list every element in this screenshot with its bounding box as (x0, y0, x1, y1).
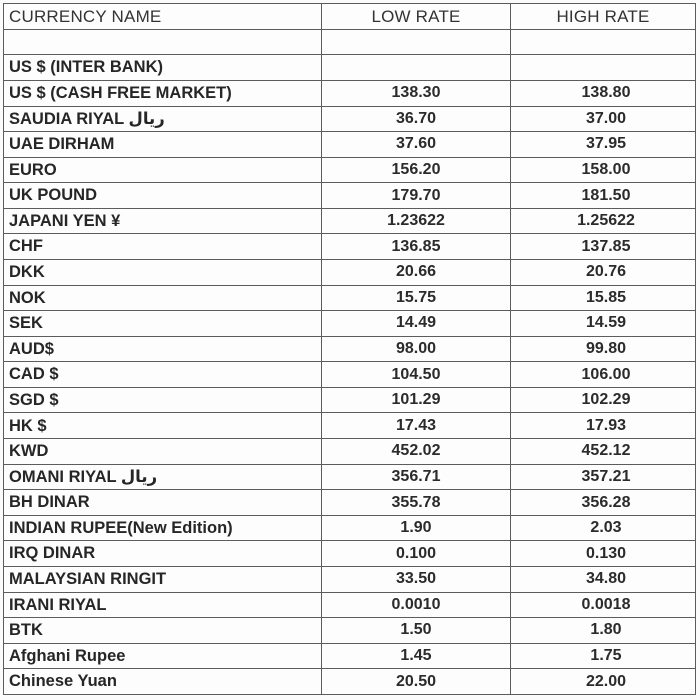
low-rate-cell: 136.85 (322, 234, 511, 260)
high-rate-cell: 34.80 (511, 566, 696, 592)
currency-name-cell: DKK (4, 260, 322, 286)
high-rate-cell: 357.21 (511, 464, 696, 490)
currency-name-cell: AUD$ (4, 336, 322, 362)
low-rate-cell: 179.70 (322, 183, 511, 209)
table-row (4, 541, 696, 567)
table-row (4, 413, 696, 439)
high-rate-cell: 1.80 (511, 618, 696, 644)
high-rate-cell: 15.85 (511, 285, 696, 311)
table-row (4, 234, 696, 260)
low-rate-header: LOW RATE (322, 4, 511, 30)
table-row (4, 387, 696, 413)
high-rate-cell (511, 55, 696, 81)
high-rate-cell: 102.29 (511, 387, 696, 413)
low-rate-cell: 356.71 (322, 464, 511, 490)
table-row (4, 439, 696, 465)
table-row (4, 208, 696, 234)
low-rate-cell: 355.78 (322, 490, 511, 516)
table-row (4, 55, 696, 81)
currency-name-cell: BTK (4, 618, 322, 644)
high-rate-cell: 2.03 (511, 515, 696, 541)
currency-name-cell: OMANI RIYAL ریال (4, 464, 322, 490)
high-rate-cell: 37.95 (511, 132, 696, 158)
currency-name-cell: UAE DIRHAM (4, 132, 322, 158)
table-row (4, 643, 696, 669)
high-rate-cell: 356.28 (511, 490, 696, 516)
currency-name-cell: INDIAN RUPEE(New Edition) (4, 515, 322, 541)
high-rate-cell: 99.80 (511, 336, 696, 362)
low-rate-cell: 1.45 (322, 643, 511, 669)
table-row (4, 336, 696, 362)
currency-name-cell: IRANI RIYAL (4, 592, 322, 618)
table-row (4, 311, 696, 337)
currency-name-header: CURRENCY NAME (4, 4, 322, 30)
low-rate-cell (322, 55, 511, 81)
currency-name-cell: SGD $ (4, 387, 322, 413)
currency-name-cell: EURO (4, 157, 322, 183)
table-row (4, 592, 696, 618)
high-rate-cell: 22.00 (511, 669, 696, 695)
table-header-row (4, 4, 696, 30)
high-rate-cell: 158.00 (511, 157, 696, 183)
currency-name-cell: MALAYSIAN RINGIT (4, 566, 322, 592)
table-row (4, 260, 696, 286)
high-rate-cell: 0.0018 (511, 592, 696, 618)
high-rate-cell: 14.59 (511, 311, 696, 337)
blank-cell (322, 30, 511, 55)
low-rate-cell: 156.20 (322, 157, 511, 183)
blank-row (4, 30, 696, 55)
high-rate-cell: 138.80 (511, 80, 696, 106)
low-rate-cell: 0.0010 (322, 592, 511, 618)
high-rate-cell: 20.76 (511, 260, 696, 286)
high-rate-cell: 17.93 (511, 413, 696, 439)
currency-name-cell: KWD (4, 439, 322, 465)
low-rate-cell: 20.50 (322, 669, 511, 695)
low-rate-cell: 104.50 (322, 362, 511, 388)
table-row (4, 464, 696, 490)
low-rate-cell: 14.49 (322, 311, 511, 337)
high-rate-header: HIGH RATE (511, 4, 696, 30)
currency-name-cell: JAPANI YEN ¥ (4, 208, 322, 234)
blank-cell (511, 30, 696, 55)
high-rate-cell: 0.130 (511, 541, 696, 567)
currency-name-cell: BH DINAR (4, 490, 322, 516)
table-row (4, 490, 696, 516)
table-row (4, 106, 696, 132)
currency-name-cell: CAD $ (4, 362, 322, 388)
currency-name-cell: Afghani Rupee (4, 643, 322, 669)
low-rate-cell: 20.66 (322, 260, 511, 286)
low-rate-cell: 1.23622 (322, 208, 511, 234)
table-row (4, 618, 696, 644)
high-rate-cell: 37.00 (511, 106, 696, 132)
high-rate-cell: 137.85 (511, 234, 696, 260)
currency-name-cell: CHF (4, 234, 322, 260)
currency-rate-table (3, 3, 696, 695)
low-rate-cell: 33.50 (322, 566, 511, 592)
currency-name-cell: HK $ (4, 413, 322, 439)
high-rate-cell: 106.00 (511, 362, 696, 388)
currency-name-cell: Chinese Yuan (4, 669, 322, 695)
table-row (4, 80, 696, 106)
currency-name-cell: SEK (4, 311, 322, 337)
currency-name-cell: NOK (4, 285, 322, 311)
low-rate-cell: 98.00 (322, 336, 511, 362)
table-row (4, 285, 696, 311)
low-rate-cell: 36.70 (322, 106, 511, 132)
table-row (4, 515, 696, 541)
currency-name-cell: SAUDIA RIYAL ریال (4, 106, 322, 132)
currency-name-cell: US $ (INTER BANK) (4, 55, 322, 81)
table-row (4, 669, 696, 695)
low-rate-cell: 0.100 (322, 541, 511, 567)
table-row (4, 183, 696, 209)
low-rate-cell: 17.43 (322, 413, 511, 439)
low-rate-cell: 15.75 (322, 285, 511, 311)
low-rate-cell: 1.90 (322, 515, 511, 541)
table-row (4, 566, 696, 592)
currency-name-cell: IRQ DINAR (4, 541, 322, 567)
low-rate-cell: 452.02 (322, 439, 511, 465)
table-row (4, 132, 696, 158)
currency-name-cell: US $ (CASH FREE MARKET) (4, 80, 322, 106)
high-rate-cell: 452.12 (511, 439, 696, 465)
currency-name-cell: UK POUND (4, 183, 322, 209)
low-rate-cell: 37.60 (322, 132, 511, 158)
high-rate-cell: 1.75 (511, 643, 696, 669)
low-rate-cell: 1.50 (322, 618, 511, 644)
table-row (4, 157, 696, 183)
low-rate-cell: 101.29 (322, 387, 511, 413)
table-row (4, 362, 696, 388)
high-rate-cell: 1.25622 (511, 208, 696, 234)
table-body (4, 30, 696, 695)
low-rate-cell: 138.30 (322, 80, 511, 106)
high-rate-cell: 181.50 (511, 183, 696, 209)
blank-cell (4, 30, 322, 55)
